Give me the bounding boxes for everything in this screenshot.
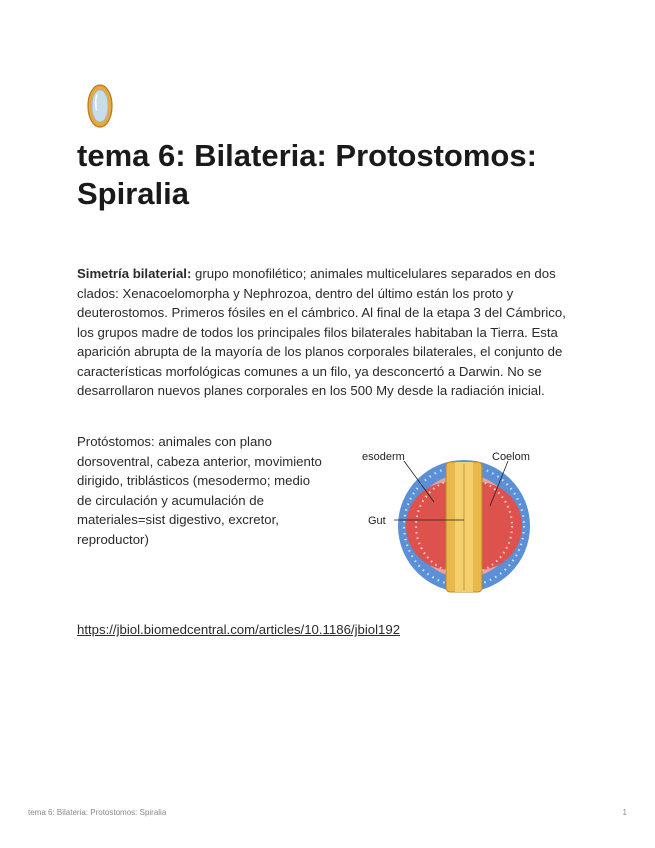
footer-title: tema 6: Bilateria: Protostomos: Spiralia — [28, 808, 167, 817]
mirror-icon — [86, 83, 114, 129]
intro-term: Simetría bilaterial: — [77, 266, 192, 281]
page-number: 1 — [622, 808, 627, 817]
reference-link[interactable]: https://jbiol.biomedcentral.com/articles/10.1186/jbiol192 — [77, 622, 401, 637]
label-mesoderm: esoderm — [362, 451, 405, 463]
protostomes-paragraph: Protóstomos: animales con plano dorsoventral, cabeza anterior, movimiento dirigido, triblásticos (mesodermo; medio de circulación y acumulación de materiales=sist digestivo, excretor, reproductor) — [77, 434, 322, 547]
page-title: tema 6: Bilateria: Protostomos: Spiralia — [77, 138, 537, 211]
intro-paragraph — [77, 264, 577, 401]
diagram-body — [394, 460, 530, 592]
coelom-diagram — [362, 446, 547, 594]
label-gut: Gut — [368, 515, 386, 527]
label-coelom: Coelom — [492, 451, 530, 463]
intro-text: grupo monofilético; animales multicelulares separados en dos clados: Xenacoelomorpha y Nephrozoa, dentro del último están los proto y deuterostomos. Primeros fósiles en el cámbrico. Al final de la etapa 3 del Cámbrico, los grupos madre de todos los principales filos bilaterales habitaban la Tierra. Esta aparición abrupta de la mayoría de los planos corporales bilaterales, el conjunto de características morfológicas comunes a un filo, ya desconcertó a Darwin. No se desarrollaron nuevos planes corporales en los 500 My desde la radiación inicial. — [77, 266, 566, 398]
